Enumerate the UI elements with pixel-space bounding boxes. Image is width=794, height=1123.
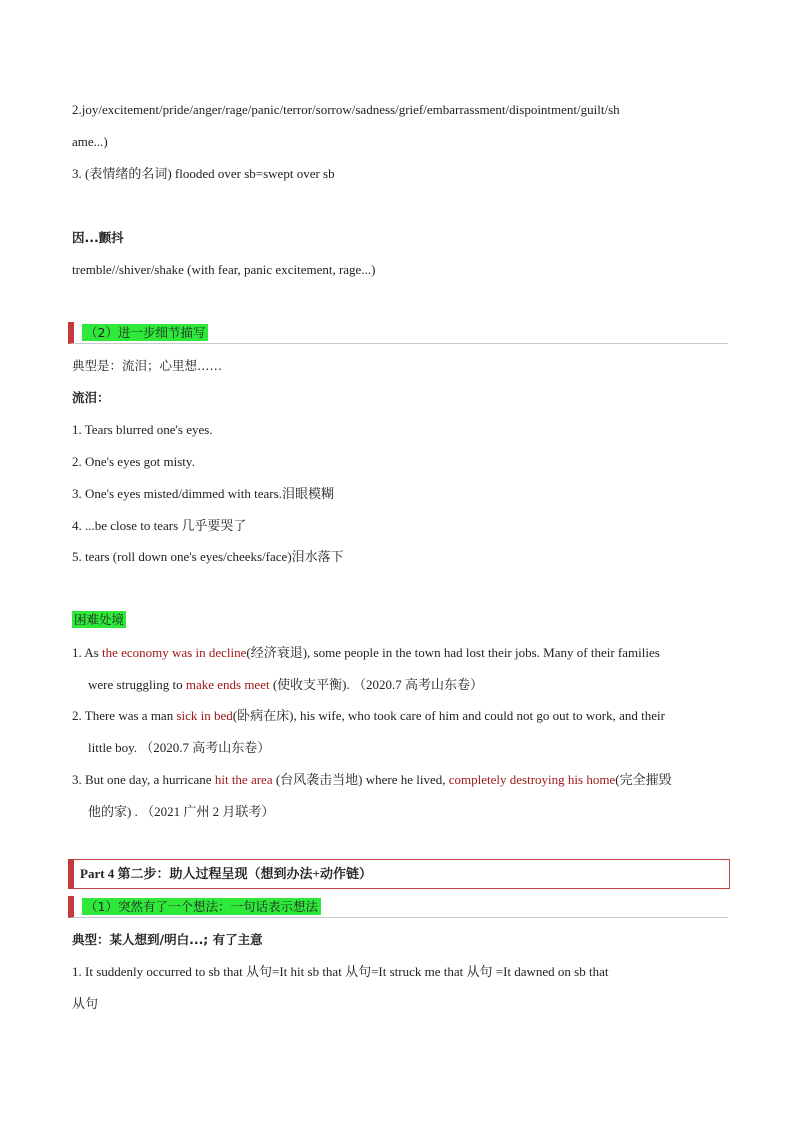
tears-item-3: 3. One's eyes misted/dimmed with tears.泪眼模糊 [72,486,334,501]
text: were struggling to [88,677,186,692]
phrase-highlight: sick in bed [176,708,233,723]
section-detail-title: （2）进一步细节描写 [82,324,208,341]
difficult-heading [72,611,734,629]
text: 1. As [72,645,102,660]
difficult-label: 困难处境 [74,612,125,627]
difficult-item-2-cont: little boy. （2020.7 高考山东卷） [88,740,271,755]
tremble-line: tremble//shiver/shake (with fear, panic excitement, rage...) [72,262,376,277]
idea-item-1-cont: 从句 [72,996,99,1011]
phrase-highlight: the economy was in decline [101,645,247,660]
part4-heading: Part 4 第二步：助人过程呈现（想到办法+动作链） [68,859,730,889]
text: (台风袭击当地) where he lived, [272,772,449,787]
section-idea-title: （1）突然有了一个想法：一句话表示想法 [82,898,321,915]
tears-item-2: 2. One's eyes got misty. [72,454,195,469]
text: (完全摧毁 [615,772,672,787]
tears-item-4: 4. ...be close to tears 几乎要哭了 [72,518,247,533]
phrase-highlight: hit the area [214,772,273,787]
difficult-item-3 [72,771,734,789]
difficult-item-2 [72,707,734,725]
tears-item-1: 1. Tears blurred one's eyes. [72,422,213,437]
text: (卧病在床), his wife, who took care of him and could not go out to work, and their [232,708,665,723]
phrase-highlight: completely destroying his home [448,772,616,787]
shake-heading: 因...颤抖 [72,230,124,245]
phrase-highlight: make ends meet [185,677,270,692]
difficult-item-1 [72,644,734,662]
difficult-item-1-cont [88,676,734,694]
text: 3. But one day, a hurricane [72,772,215,787]
text: (使收支平衡). （2020.7 高考山东卷） [269,677,484,692]
section-detail-heading [68,322,728,344]
typical-tears-line: 典型是：流泪；心里想…… [72,358,223,373]
idea-item-1: 1. It suddenly occurred to sb that 从句=It hit sb that 从句=It struck me that 从句 =It dawned on sb that [72,964,609,979]
typical-idea-line: 典型：某人想到/明白...; 有了主意 [72,932,263,947]
difficult-item-3-cont: 他的家) . （2021 广州 2 月联考） [88,804,275,819]
emotion-nouns-line: 2.joy/excitement/pride/anger/rage/panic/terror/sorrow/sadness/grief/embarrassment/dispointment/guilt/sh [72,102,620,117]
emotion-nouns-cont: ame...) [72,134,108,149]
tears-heading: 流泪： [72,390,110,405]
text: 2. There was a man [72,708,177,723]
section-idea-heading [68,896,728,918]
text: (经济衰退), some people in the town had lost their jobs. Many of their families [246,645,660,660]
tears-item-5: 5. tears (roll down one's eyes/cheeks/face)泪水落下 [72,549,344,564]
flooded-over-line: 3. (表情绪的名词) flooded over sb=swept over sb [72,166,335,181]
